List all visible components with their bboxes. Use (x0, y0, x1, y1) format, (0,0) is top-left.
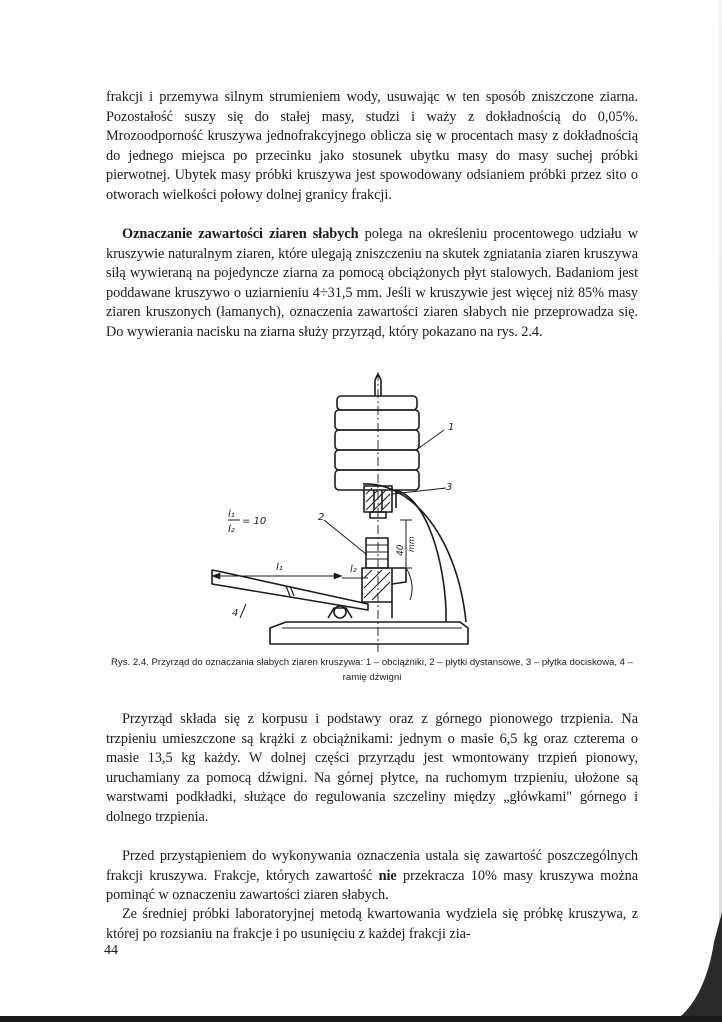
spacer-plates (366, 538, 388, 568)
leader-2 (324, 520, 366, 554)
figure-caption: Rys. 2.4. Przyrząd do oznaczania słabych ziaren kruszywa: 1 – obciążniki, 2 – płytki dystansowe, 3 – płytka dociskowa, 4 – ramię dźwigni (110, 657, 634, 683)
paragraph-fractions-text-b: przekracza 10% masy kruszywa można pominąć w oznaczeniu zawartości ziaren słabych. (106, 867, 639, 904)
paragraph-apparatus: Przyrząd składa się z korpusu i podstawy oraz z górnego pionowego trzpienia. Na trzpieniu umieszczone są krążki z obciążnikami: jednym o masie 6,5 kg oraz czterema o masie 13,5 kg każdy. W dolnej części przyrządu jest wmontowany trzpień pionowy, uruchamiany za pomocą dźwigni. Na górnej płytce, na ruchomym trzpieniu, ułożone są warstwami podkładki, służące do regulowania szczeliny między „główkami" górnego i dolnego trzpienia. (106, 711, 638, 825)
paragraph-fractions (106, 847, 638, 906)
scan-edge-bottom (0, 1016, 722, 1022)
dimension-value: 40 (396, 544, 406, 556)
figure-label-1: 1 (448, 422, 455, 433)
paragraph-weak-grains-text: polega na określeniu procentowego udziału w kruszywie naturalnym ziaren, które ulegają zniszczeniu na skutek zgniatania ziaren kruszywa siłą wywieraną na pojedyncze ziarna za pomocą obciążonych płyt stalowych. Badaniom jest poddawane kruszywo o uziarnieniu 4÷31,5 mm. Jeśli w kruszywie jest więcej niż 85% masy ziaren kruszonych (łamanych), oznaczenia zawartości ziaren słabych nie przeprowadza się. Do wywierania nacisku na ziarna służy przyrząd, który pokazano na rys. 2.4. (106, 226, 639, 340)
paragraph-sample: Ze średniej próbki laboratoryjnej metodą kwartowania wydziela się próbkę kruszywa, z której po rozsianiu na frakcje i po usunięciu z każdej frakcji zia- (106, 906, 638, 942)
scan-edge-shadow (672, 912, 722, 1022)
figure-label-2: 2 (318, 512, 325, 523)
apparatus-figure (200, 372, 500, 652)
paragraph-continuation: frakcji i przemywa silnym strumieniem wody, usuwając w ten sposób zniszczone ziarna. Pozostałość suszy się do stałej masy, studzi i waży z dokładnością do 0,05%. Mrozoodporność kruszywa jednofrakcyjnego oblicza się w procentach masy z dokładnością do jednego miejsca po przecinku jako stosunek ubytku masy do masy suchej próbki pierwotnej. Ubytek masy próbki kruszywa jest spowodowany odsianiem próbki przez sito o otworach wielkości połowy dolnej granicy frakcji. (106, 89, 638, 203)
figure-label-l1: l₁ (276, 562, 283, 573)
figure-label-l2: l₂ (350, 564, 357, 575)
ratio-denominator: l₂ (228, 524, 235, 535)
pivot-bearing (328, 608, 352, 618)
ratio-numerator: l₁ (228, 509, 235, 520)
paragraph-fractions-text-a: Przed przystąpieniem do wykonywania oznaczenia ustala się zawartość poszczególnych frakcji kruszywa. Frakcje, których zawartość (106, 848, 638, 884)
guide-bracket-arc (406, 568, 412, 600)
leader-1 (419, 430, 444, 448)
paragraph-weak-grains (106, 225, 638, 343)
figure-label-3: 3 (446, 482, 453, 493)
emphasis-nie: nie (378, 867, 397, 884)
section-heading-weak-grains: Oznaczanie zawartości ziaren słabych (122, 226, 359, 242)
guide-bracket (392, 568, 406, 584)
lower-block-hatch (364, 570, 390, 600)
leader-4 (240, 604, 246, 618)
base-plate (270, 622, 468, 644)
ratio-value: = 10 (242, 516, 267, 527)
dimension-unit: mm (407, 536, 416, 552)
page-number: 44 (104, 943, 118, 958)
weight-discs (335, 396, 419, 490)
figure-label-4: 4 (232, 608, 239, 619)
